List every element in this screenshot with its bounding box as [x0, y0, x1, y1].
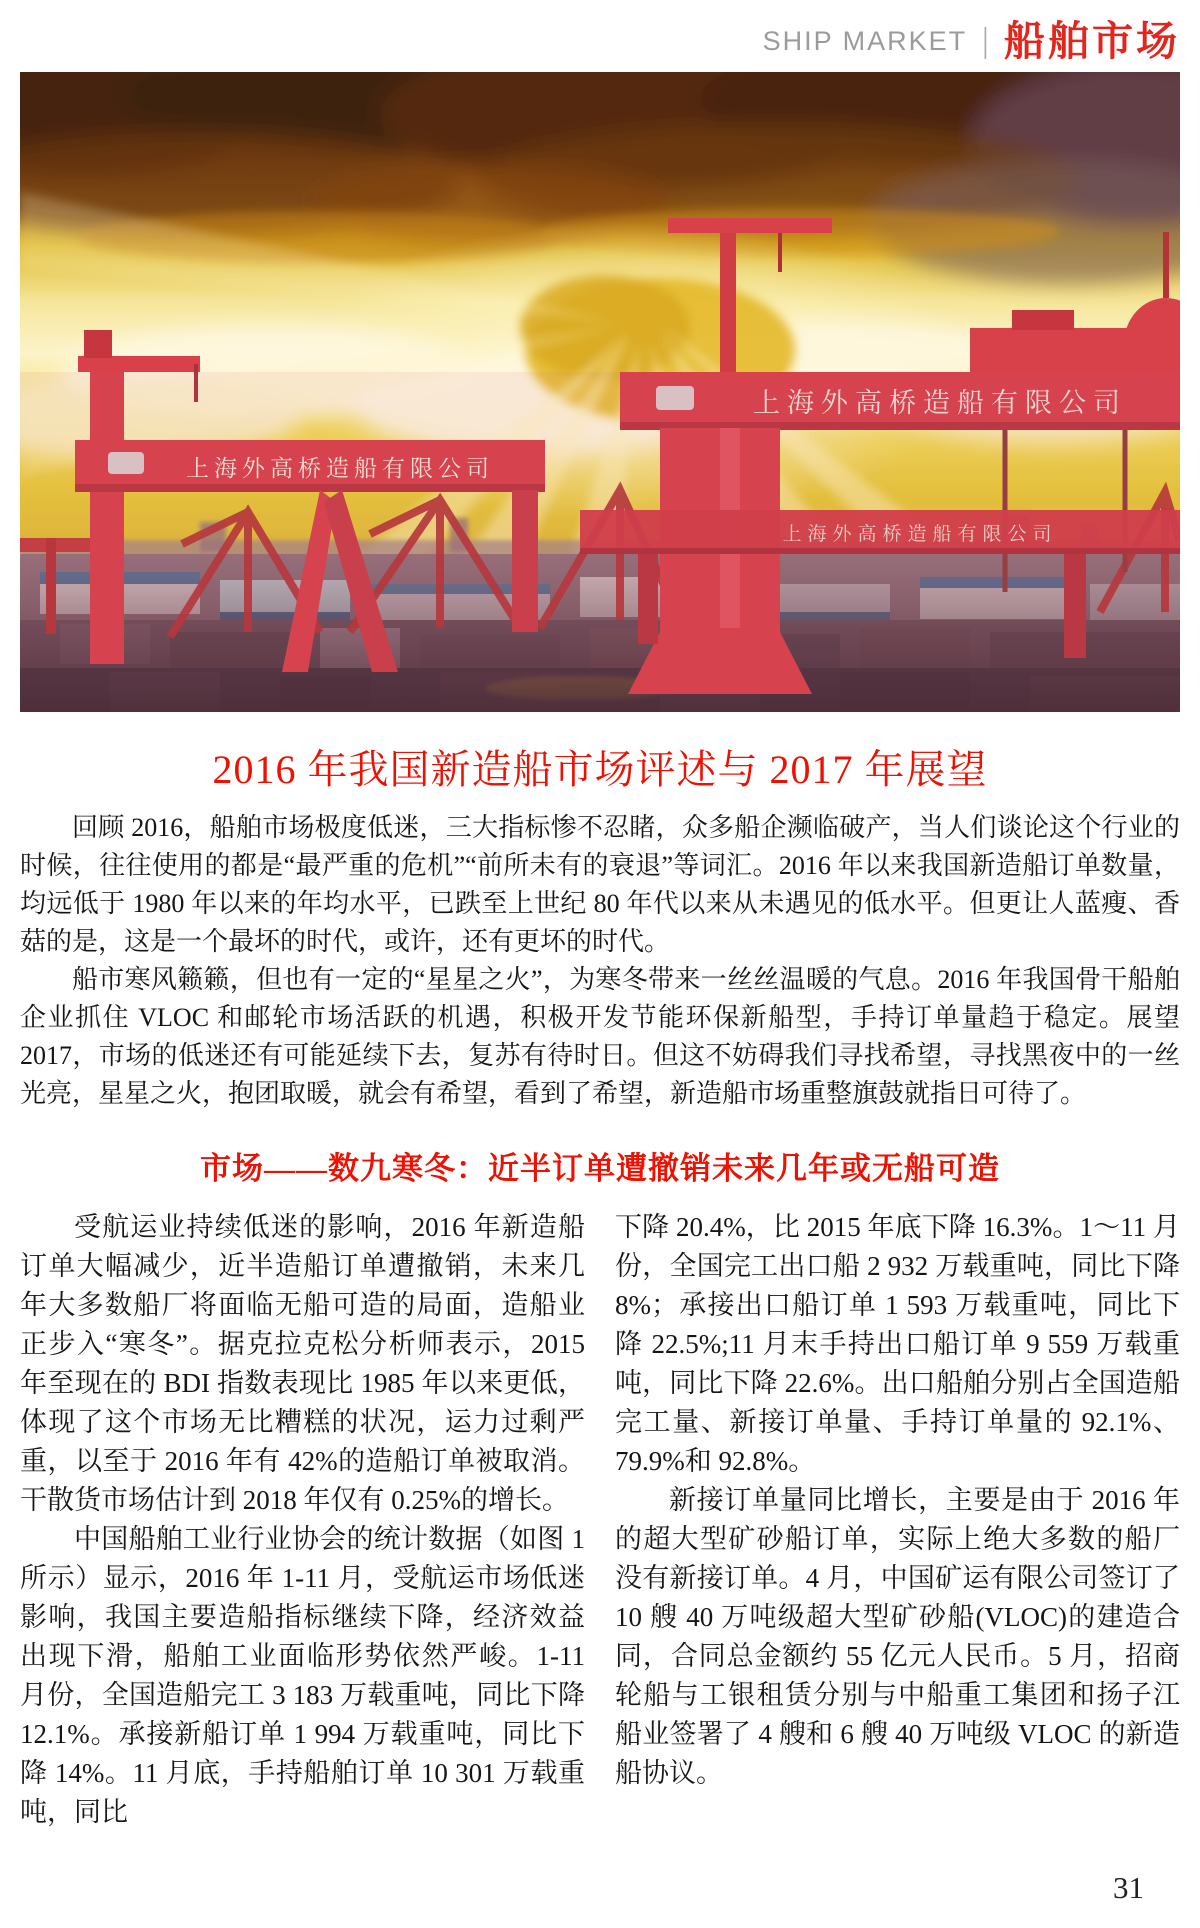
- left-crane-company-text: 上海外高桥造船有限公司: [186, 456, 494, 481]
- article-title: 2016 年我国新造船市场评述与 2017 年展望: [212, 747, 988, 792]
- pink-overlay: [20, 372, 1180, 712]
- section-heading: 市场——数九寒冬：近半订单遭撤销未来几年或无船可造: [200, 1151, 1000, 1186]
- body-paragraph: 下降 20.4%，比 2015 年底下降 16.3%。1～11 月份，全国完工出口船 2 932 万载重吨，同比下降 8%；承接出口船订单 1 593 万载重吨，同比下降 22.5%;11 月末手持出口船订单 9 559 万载重吨，同比下降 22.6%。出口船舶分别占全国造船完工量、新接订单量、手持订单量的 92.1%、79.9%和 92.8%。: [615, 1212, 1180, 1476]
- page-header: [20, 0, 1180, 72]
- body-paragraph: 新接订单量同比增长，主要是由于 2016 年的超大型矿砂船订单，实际上绝大多数的船厂没有新接订单。4 月，中国矿运有限公司签订了 10 艘 40 万吨级超大型矿砂船(VLOC)的建造合同，合同总金额约 55 亿元人民币。5 月，招商轮船与工银租赁分别与中船重工集团和扬子江船业签署了 4 艘和 6 艘 40 万吨级 VLOC 的新造船协议。: [615, 1485, 1180, 1788]
- intro-section: [20, 809, 1180, 1113]
- body-paragraph: 受航运业持续低迷的影响，2016 年新造船订单大幅减少，近半造船订单遭撤销，未来几年大多数船厂将面临无船可造的局面，造船业正步入“寒冬”。据克拉克松分析师表示，2015 年至现在的 BDI 指数表现比 1985 年以来更低，体现了这个市场无比糟糕的状况，运力过剩严重，以至于 2016 年有 42%的造船订单被取消。干散货市场估计到 2018 年仅有 0.25%的增长。: [20, 1212, 585, 1515]
- right-column: [615, 1208, 1180, 1832]
- header-divider: |: [982, 21, 989, 60]
- page-number: 31: [1113, 1870, 1144, 1905]
- intro-paragraph: 回顾 2016，船舶市场极度低迷，三大指标惨不忍睹，众多船企濒临破产，当人们谈论这个行业的时候，往往使用的都是“最严重的危机”“前所未有的衰退”等词汇。2016 年以来我国新造船订单数量，均远低于 1980 年以来的年均水平，已跌至上世纪 80 年代以来从未遇见的低水平。但更让人蓝瘦、香菇的是，这是一个最坏的时代，或许，还有更坏的时代。: [20, 813, 1180, 956]
- intro-paragraph: 船市寒风籁籁，但也有一定的“星星之火”，为寒冬带来一丝丝温暖的气息。2016 年我国骨干船舶企业抓住 VLOC 和邮轮市场活跃的机遇，积极开发节能环保新船型，手持订单量趋于稳定。展望 2017，市场的低迷还有可能延续下去，复苏有待时日。但这不妨碍我们寻找希望，寻找黑夜中的一丝光亮，星星之火，抱团取暖，就会有希望，看到了希望，新造船市场重整旗鼓就指日可待了。: [20, 965, 1180, 1108]
- lower-crane-company-text: 上海外高桥造船有限公司: [782, 524, 1058, 545]
- shipyard-photo-illustration: [20, 72, 1180, 712]
- right-crane-company-text: 上海外高桥造船有限公司: [753, 388, 1127, 418]
- two-column-body: [20, 1208, 1180, 1832]
- header-title-en: SHIP MARKET: [762, 25, 968, 56]
- left-column: [20, 1208, 585, 1832]
- shipyard-photo: [20, 72, 1180, 712]
- header-title-zh: 船舶市场: [1004, 17, 1180, 64]
- body-paragraph: 中国船舶工业行业协会的统计数据（如图 1 所示）显示，2016 年 1-11 月，受航运市场低迷影响，我国主要造船指标继续下降，经济效益出现下滑，船舶工业面临形势依然严峻。1-11 月份，全国造船完工 3 183 万载重吨，同比下降 12.1%。承接新船订单 1 994 万载重吨，同比下降 14%。11 月底，手持船舶订单 10 301 万载重吨，同比: [20, 1524, 585, 1827]
